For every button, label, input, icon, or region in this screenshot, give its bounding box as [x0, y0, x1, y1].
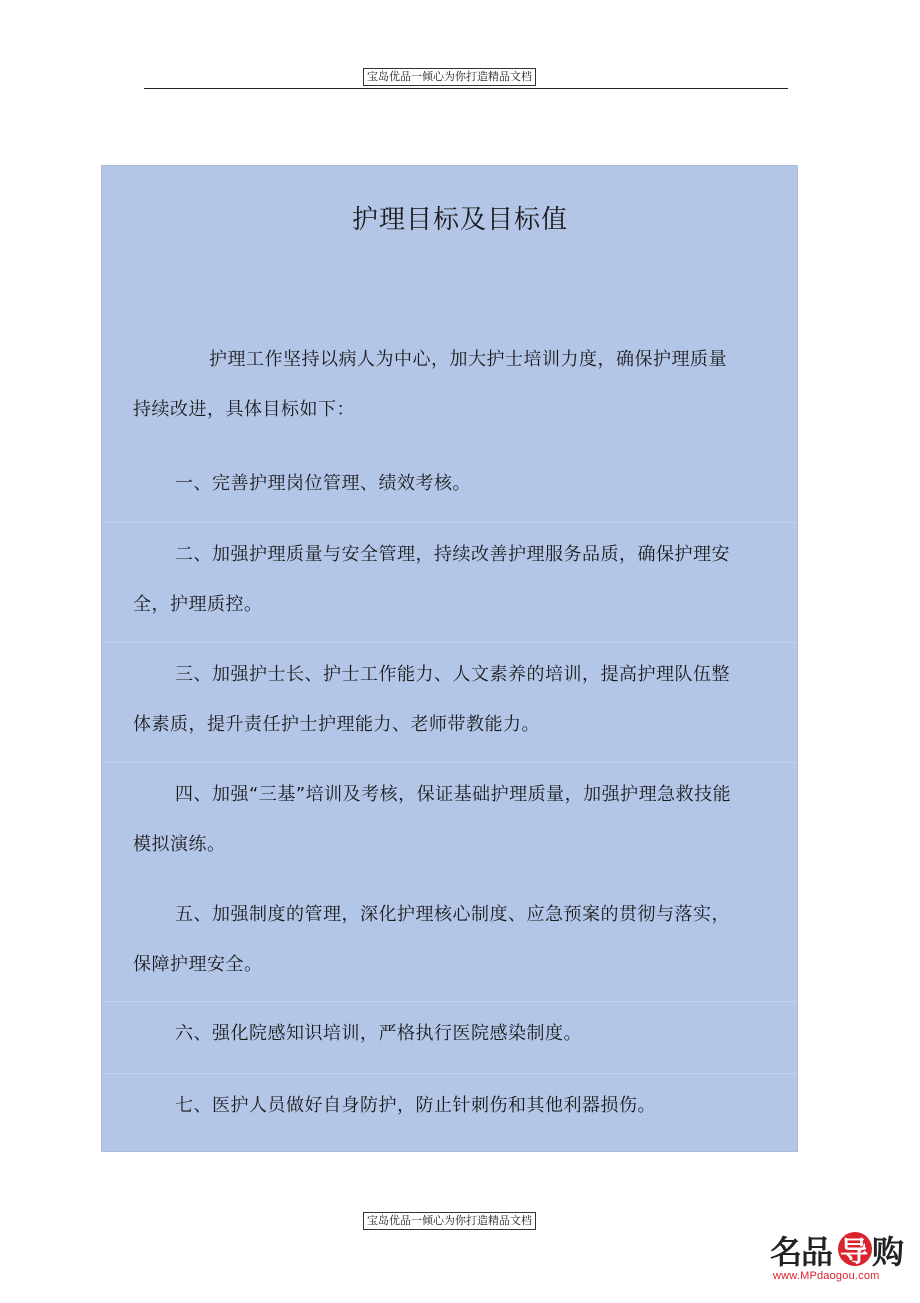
row-divider — [102, 522, 797, 523]
goal-item-2: 二、加强护理质量与安全管理，持续改善护理服务品质，确保护理安全，护理质控。 — [133, 544, 730, 615]
svg-text:导: 导 — [840, 1235, 869, 1268]
goal-item-3: 三、加强护士长、护士工作能力、人文素养的培训，提高护理队伍整体素质，提升责任护士护理能力、老师带教能力。 — [133, 664, 730, 735]
goal-item-1: 一、完善护理岗位管理、绩效考核。 — [175, 473, 471, 494]
svg-text:购: 购 — [872, 1233, 905, 1270]
goal-item-4: 四、加强“三基”培训及考核，保证基础护理质量，加强护理急救技能模拟演练。 — [133, 784, 732, 855]
svg-text:名品: 名品 — [770, 1233, 833, 1270]
header-divider — [144, 88, 788, 89]
logo-mark-icon — [770, 1228, 905, 1270]
intro-paragraph: 护理工作坚持以病人为中心，加大护士培训力度，确保护理质量持续改进，具体目标如下： — [133, 349, 727, 420]
row-divider — [102, 642, 797, 643]
watermark-url: www.MPdaogou.com — [773, 1270, 880, 1282]
row-divider — [102, 1073, 797, 1074]
watermark-logo — [770, 1228, 905, 1290]
row-divider — [102, 1001, 797, 1002]
document-title: 护理目标及目标值 — [351, 205, 568, 235]
row-divider — [102, 762, 797, 763]
goal-item-7: 七、医护人员做好自身防护，防止针刺伤和其他利器损伤。 — [175, 1095, 656, 1116]
header-label: 宝岛优品一倾心为你打造精品文档 — [363, 68, 536, 86]
footer-label: 宝岛优品一倾心为你打造精品文档 — [363, 1212, 536, 1230]
goal-item-5: 五、加强制度的管理，深化护理核心制度、应急预案的贯彻与落实，保障护理安全。 — [133, 904, 730, 975]
goal-item-6: 六、强化院感知识培训，严格执行医院感染制度。 — [175, 1023, 582, 1044]
